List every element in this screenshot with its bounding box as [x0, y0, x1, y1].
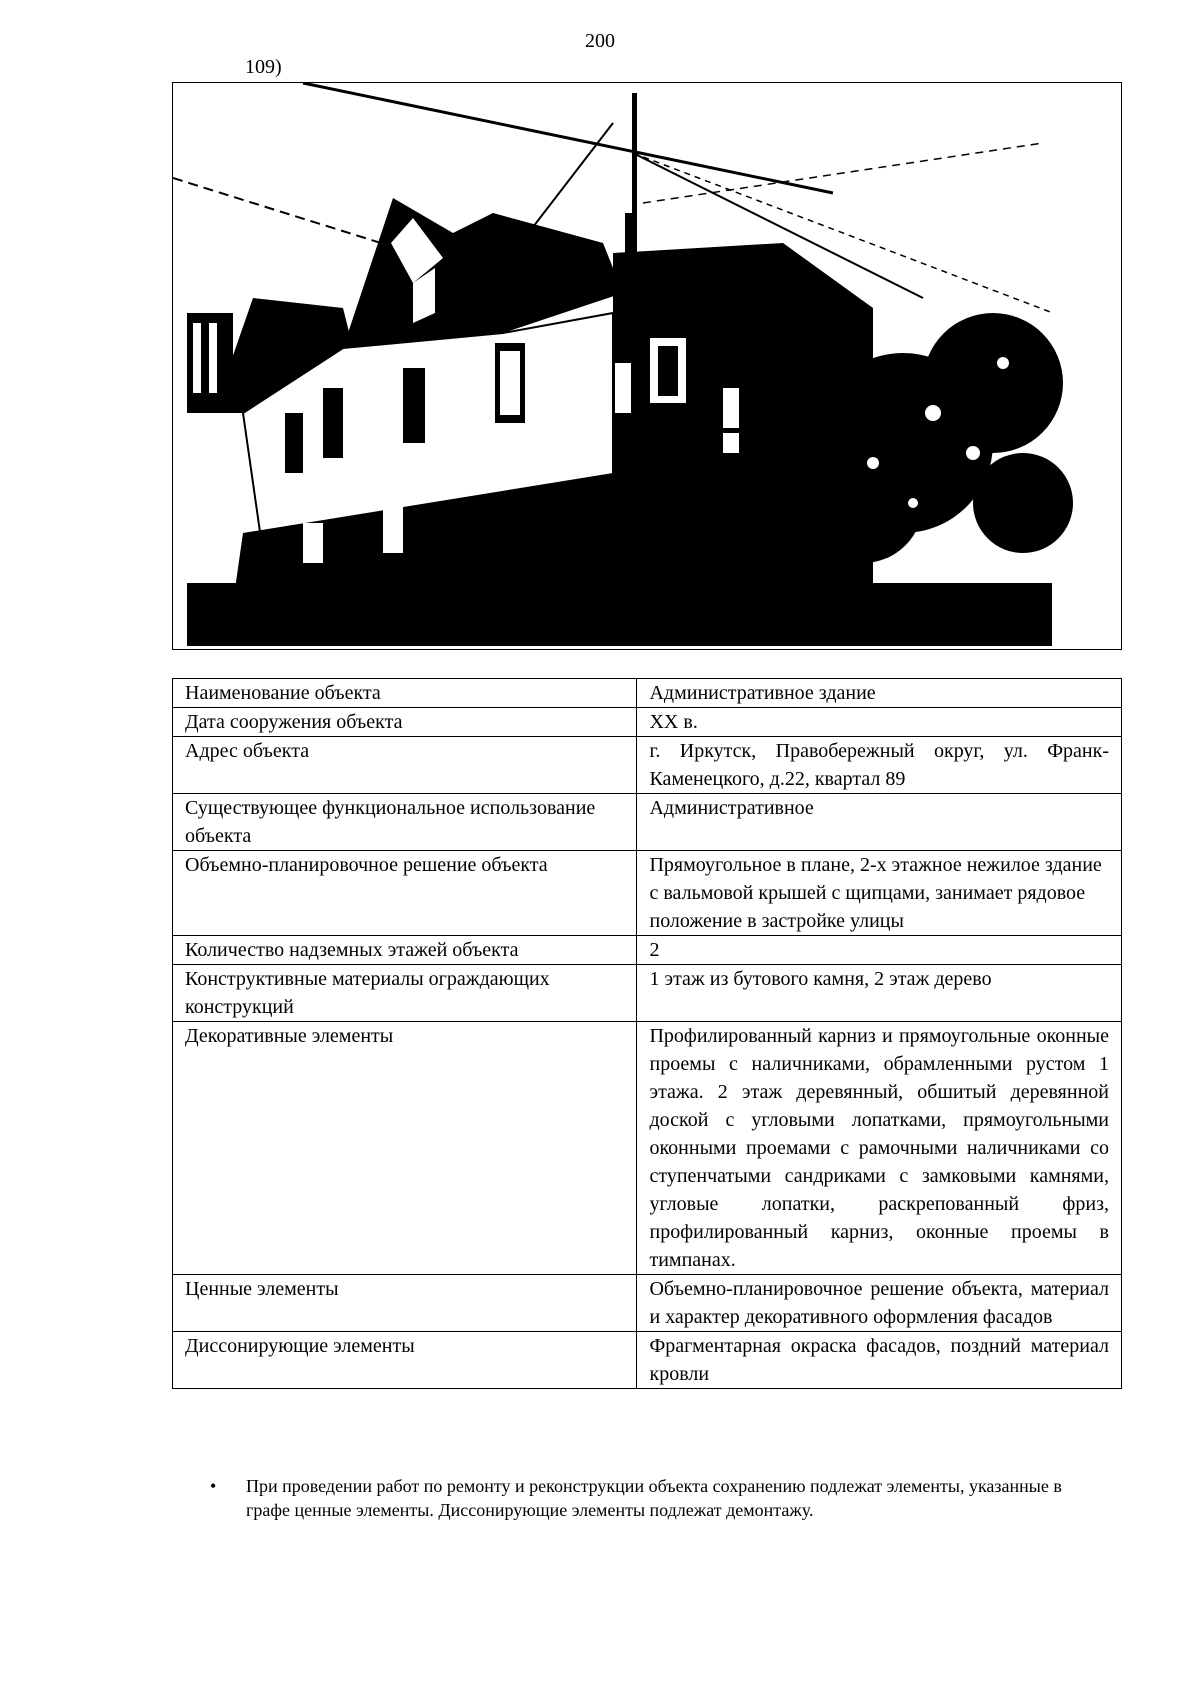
- row-key: Адрес объекта: [173, 737, 637, 794]
- bullet-icon: •: [210, 1476, 217, 1496]
- row-key: Существующее функциональное использование объекта: [173, 794, 637, 851]
- object-number: 109): [245, 56, 282, 78]
- row-value: Фрагментарная окраска фасадов, поздний материал кровли: [637, 1332, 1122, 1389]
- row-key: Объемно-планировочное решение объекта: [173, 851, 637, 936]
- row-value: г. Иркутск, Правобережный округ, ул. Франк-Каменецкого, д.22, квартал 89: [637, 737, 1122, 794]
- table-row: [173, 1275, 1122, 1332]
- row-key: Декоративные элементы: [173, 1022, 637, 1275]
- table-row: [173, 679, 1122, 708]
- table-row: [173, 794, 1122, 851]
- row-value: Профилированный карниз и прямоугольные оконные проемы с наличниками, обрамленными рустом 1 этажа. 2 этаж деревянный, обшитый деревянной доской с угловыми лопатками, прямоугольными оконными проемами с рамочными наличниками со ступенчатыми сандриками с замковыми камнями, угловые лопатки, раскрепованный фриз, профилированный карниз, оконные проемы в тимпанах.: [637, 1022, 1122, 1275]
- page-number: 200: [585, 30, 615, 52]
- table-row: [173, 1332, 1122, 1389]
- table-row: [173, 708, 1122, 737]
- row-key: Дата сооружения объекта: [173, 708, 637, 737]
- building-photo: [172, 82, 1122, 650]
- row-key: Количество надземных этажей объекта: [173, 936, 637, 965]
- row-value: Административное: [637, 794, 1122, 851]
- row-key: Ценные элементы: [173, 1275, 637, 1332]
- footnote-text: При проведении работ по ремонту и реконструкции объекта сохранению подлежат элементы, указанные в графе ценные элементы. Диссонирующие элементы подлежат демонтажу.: [246, 1476, 1062, 1520]
- footnote: [210, 1474, 1090, 1522]
- row-value: Объемно-планировочное решение объекта, материал и характер декоративного оформления фасадов: [637, 1275, 1122, 1332]
- table-row: [173, 737, 1122, 794]
- row-key: Наименование объекта: [173, 679, 637, 708]
- building-photo-icon: [173, 83, 1120, 648]
- row-key: Конструктивные материалы ограждающих конструкций: [173, 965, 637, 1022]
- table-row: [173, 851, 1122, 936]
- row-value: 2: [637, 936, 1122, 965]
- row-value: Прямоугольное в плане, 2-х этажное нежилое здание с вальмовой крышей с щипцами, занимает рядовое положение в застройке улицы: [637, 851, 1122, 936]
- row-value: Административное здание: [637, 679, 1122, 708]
- object-info-table: [172, 678, 1122, 1389]
- row-key: Диссонирующие элементы: [173, 1332, 637, 1389]
- row-value: XX в.: [637, 708, 1122, 737]
- row-value: 1 этаж из бутового камня, 2 этаж дерево: [637, 965, 1122, 1022]
- table-row: [173, 1022, 1122, 1275]
- table-row: [173, 965, 1122, 1022]
- table-row: [173, 936, 1122, 965]
